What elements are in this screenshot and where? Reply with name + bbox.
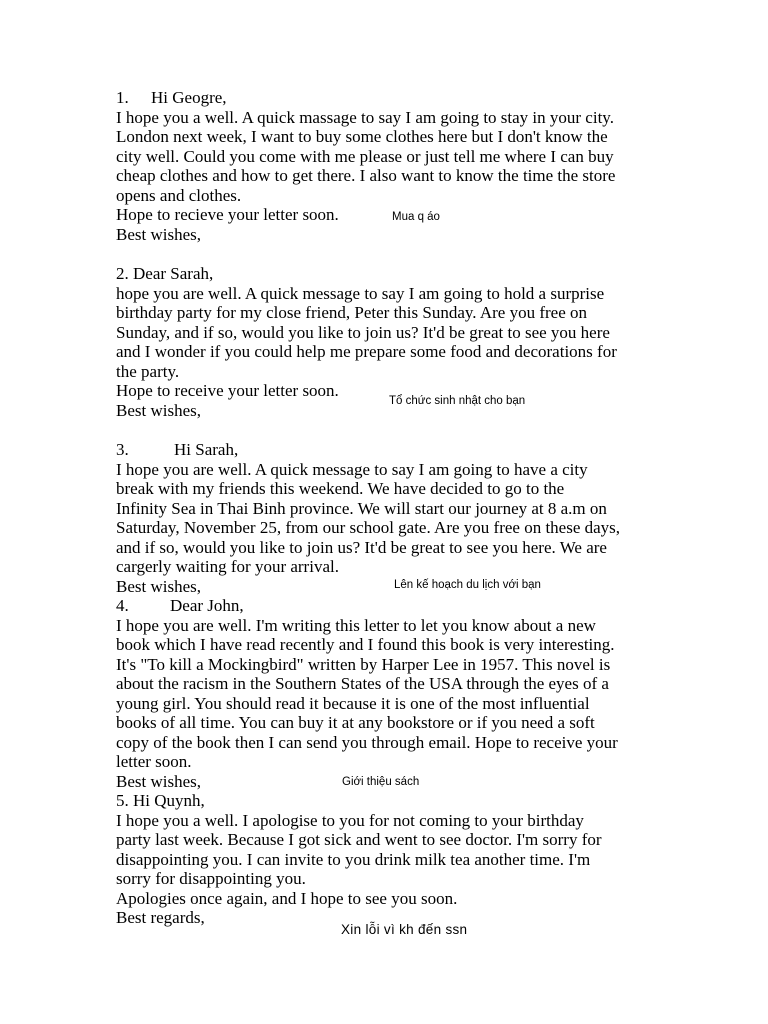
letter-2-line: the party. — [116, 361, 180, 381]
letter-3-number: 3. — [116, 440, 129, 459]
letter-4-line: letter soon. — [116, 752, 192, 771]
letter-2-line: Hope to receive your letter soon. — [116, 381, 339, 400]
letter-3-signoff: Best wishes, — [116, 576, 201, 596]
letter-5-heading — [116, 791, 205, 811]
letter-3-line: break with my friends this weekend. We have decided to go to the — [116, 479, 565, 498]
letter-5-line: sorry for disappointing you. — [116, 869, 306, 888]
letter-5-line: Apologies once again, and I hope to see you soon. — [116, 888, 458, 908]
letter-4-line: It's "To kill a Mockingbird" written by Harper Lee in 1957. This novel is — [116, 654, 611, 674]
letter-3-line: I hope you are well. A quick message to say I am going to have a city — [116, 459, 588, 479]
letter-2-line: hope you are well. A quick message to say I am going to hold a surprise — [116, 283, 605, 303]
letter-5-line: party last week. Because I got sick and went to see doctor. I'm sorry for — [116, 830, 602, 849]
letter-1-number: 1. — [116, 88, 129, 107]
letter-1-greeting: Hi Geogre, — [151, 88, 227, 107]
letter-2-line: birthday party for my close friend, Peter this Sunday. Are you free on — [116, 303, 587, 322]
letter-5-note: Xin lỗi vì kh đến ssn — [341, 922, 468, 937]
letter-4-line: book which I have read recently and I found this book is very interesting. — [116, 635, 615, 654]
letter-4-line: about the racism in the Southern States of the USA through the eyes of a — [116, 674, 609, 693]
letter-1-signoff: Best wishes, — [116, 224, 201, 244]
letter-3-line: cargerly waiting for your arrival. — [116, 557, 339, 576]
letter-4-line: copy of the book then I can send you through email. Hope to receive your — [116, 732, 618, 752]
letter-5-line: disappointing you. I can invite to you drink milk tea another time. I'm — [116, 849, 591, 869]
letter-3-line: Saturday, November 25, from our school gate. Are you free on these days, — [116, 518, 621, 537]
letter-1-line: I hope you a well. A quick massage to say I am going to stay in your city. — [116, 107, 614, 127]
letter-1-line: city well. Could you come with me please or just tell me where I can buy — [116, 146, 614, 166]
letter-4-number: 4. — [116, 596, 129, 615]
letter-3-line: Infinity Sea in Thai Binh province. We will start our journey at 8 a.m on — [116, 498, 607, 518]
letter-2-heading — [116, 264, 213, 284]
letter-4-line: books of all time. You can buy it at any bookstore or if you need a soft — [116, 713, 595, 732]
letter-5-greeting: Hi Quynh, — [133, 791, 205, 810]
letter-1-note: Mua q áo — [392, 211, 440, 223]
letter-1-heading — [116, 88, 227, 108]
letter-2-note: Tổ chức sinh nhật cho bạn — [389, 395, 526, 407]
letter-3-heading — [116, 440, 238, 460]
letter-2-line: and I wonder if you could help me prepare some food and decorations for — [116, 342, 617, 361]
letter-1-line: opens and clothes. — [116, 185, 242, 205]
letter-4-note: Giới thiệu sách — [342, 776, 420, 788]
letter-4-line: I hope you are well. I'm writing this letter to let you know about a new — [116, 615, 596, 635]
letter-3-line: and if so, would you like to join us? It'd be great to see you here. We are — [116, 537, 607, 557]
letter-4-signoff: Best wishes, — [116, 771, 201, 791]
letter-4-heading — [116, 596, 244, 616]
letter-5-signoff: Best regards, — [116, 908, 205, 927]
letter-3-note: Lên kế hoạch du lịch với bạn — [394, 579, 541, 591]
letter-4-line: young girl. You should read it because it is one of the most influential — [116, 693, 590, 713]
letter-2-greeting: Dear Sarah, — [133, 264, 214, 283]
letter-1-line: Hope to recieve your letter soon. — [116, 205, 339, 224]
letter-4-greeting: Dear John, — [170, 596, 244, 615]
letter-2-number: 2. — [116, 264, 129, 283]
letter-3-greeting: Hi Sarah, — [174, 440, 239, 459]
letter-1-line: cheap clothes and how to get there. I also want to know the time the store — [116, 166, 616, 185]
letter-1-line: London next week, I want to buy some clothes here but I don't know the — [116, 127, 608, 146]
letter-5-line: I hope you a well. I apologise to you for not coming to your birthday — [116, 810, 584, 830]
letter-2-line: Sunday, and if so, would you like to join us? It'd be great to see you here — [116, 322, 610, 342]
letter-5-number: 5. — [116, 791, 129, 810]
letter-2-signoff: Best wishes, — [116, 400, 201, 420]
